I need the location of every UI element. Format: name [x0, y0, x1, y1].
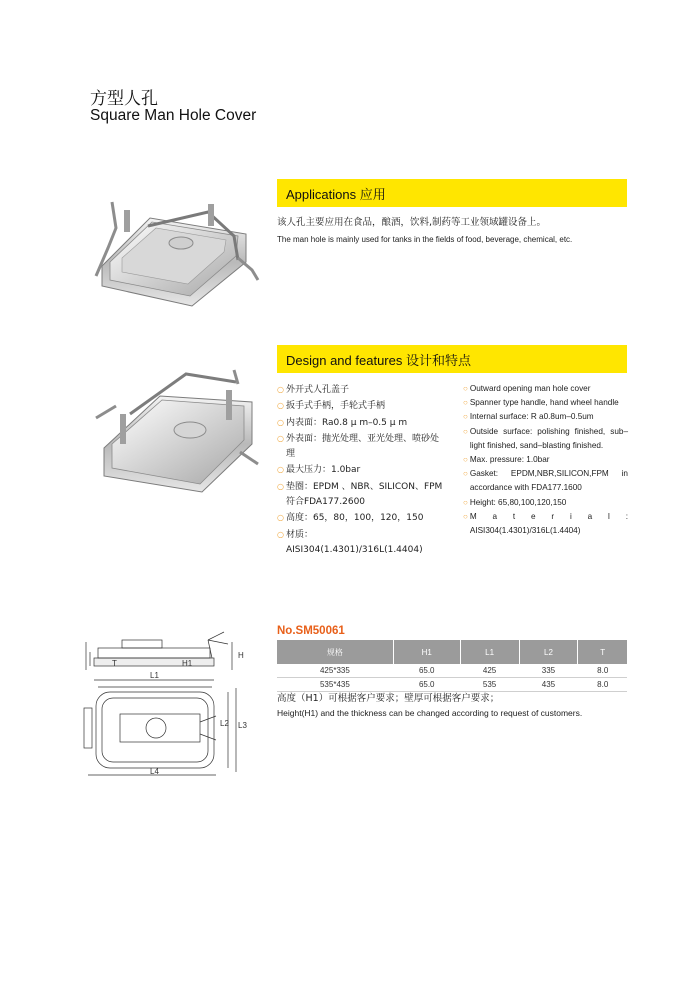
table-cell: 435	[519, 678, 578, 692]
bullet-icon: ○	[463, 426, 468, 436]
page-title-en: Square Man Hole Cover	[90, 107, 257, 124]
table-cell: 8.0	[578, 678, 627, 692]
drawing-label-l4: L4	[150, 767, 159, 776]
feature-en-item: ○ Spanner type handle, hand wheel handle	[463, 396, 628, 410]
page-title-cn: 方型人孔	[90, 89, 158, 109]
table-cell: 65.0	[393, 678, 460, 692]
bullet-icon: ○	[463, 455, 468, 465]
table-cell: 535*435	[277, 678, 393, 692]
feature-cn-item: ○ 外表面：抛光处理、亚光处理、喷砂处理	[277, 431, 445, 463]
bullet-icon: ○	[277, 529, 284, 539]
bullet-icon: ○	[277, 417, 284, 427]
table-cell: 535	[460, 678, 519, 692]
product-photo-open	[90, 360, 265, 500]
feature-cn-item: ○ 垫圈：EPDM 、NBR、SILICON、FPM 符合FDA177.2600	[277, 479, 445, 511]
table-cell: 65.0	[393, 664, 460, 678]
drawing-label-t: T	[112, 659, 117, 668]
spec-table	[277, 640, 627, 692]
drawing-label-h1: H1	[182, 659, 193, 668]
product-photo-closed	[88, 188, 263, 313]
feature-cn-item: ○ 高度：65，80，100，120，150	[277, 510, 445, 526]
table-header-row	[277, 640, 627, 664]
bullet-icon: ○	[277, 465, 284, 475]
table-cell: 425*335	[277, 664, 393, 678]
table-header: T	[578, 640, 627, 664]
technical-drawing	[82, 622, 252, 782]
feature-en-item: ○ Outside surface: polishing finished, sub–light finished, sand–blasting finished.	[463, 426, 628, 450]
table-row	[277, 664, 627, 678]
feature-en-item: ○ Gasket: EPDM,NBR,SILICON,FPM in accordance with FDA177.1600	[463, 469, 628, 493]
feature-cn-item: ○ 材质：AISI304(1.4301)/316L(1.4404)	[277, 527, 445, 559]
table-header: 规格	[277, 640, 393, 664]
table-cell: 425	[460, 664, 519, 678]
feature-cn-item: ○ 最大压力：1.0bar	[277, 462, 445, 478]
feature-en-item: ○ Internal surface: R a0.8um–0.5um	[463, 410, 628, 424]
notes-cn: 高度（H1）可根据客户要求；壁厚可根据客户要求；	[277, 693, 500, 704]
model-number: No.SM50061	[277, 625, 345, 637]
bullet-icon: ○	[463, 511, 468, 521]
feature-en-item: ○ Height: 65,80,100,120,150	[463, 496, 628, 510]
applications-text-cn: 该人孔主要应用在食品，酿酒，饮料,制药等工业领域罐设备上。	[277, 217, 547, 228]
features-cn-list	[277, 382, 445, 558]
drawing-label-l3: L3	[238, 721, 247, 730]
notes-en: Height(H1) and the thickness can be changed according to request of customers.	[277, 708, 583, 718]
feature-en-item: ○ M a t e r i a l : AISI304(1.4301)/316L(1.4404)	[463, 511, 628, 536]
design-heading: Design and features 设计和特点	[277, 345, 627, 373]
feature-cn-item: ○ 扳手式手柄，手轮式手柄	[277, 398, 445, 414]
bullet-icon: ○	[277, 401, 284, 411]
table-header: H1	[393, 640, 460, 664]
feature-cn-item: ○ 外开式人孔盖子	[277, 382, 445, 398]
bullet-icon: ○	[277, 385, 284, 394]
bullet-icon: ○	[277, 433, 284, 443]
bullet-icon: ○	[463, 469, 468, 479]
bullet-icon: ○	[463, 384, 468, 393]
bullet-icon: ○	[277, 481, 284, 491]
drawing-label-h: H	[238, 651, 244, 660]
table-header: L2	[519, 640, 578, 664]
bullet-icon: ○	[463, 412, 468, 422]
table-cell: 8.0	[578, 664, 627, 678]
feature-cn-item: ○ 内表面：Ra0.8 μ m–0.5 μ m	[277, 415, 445, 431]
feature-en-item: ○ Outward opening man hole cover	[463, 382, 628, 396]
applications-heading: Applications 应用	[277, 179, 627, 207]
drawing-label-l2: L2	[220, 719, 229, 728]
features-en-list	[463, 382, 628, 538]
applications-text-en: The man hole is mainly used for tanks in the fields of food, beverage, chemical, etc.	[277, 235, 573, 244]
bullet-icon: ○	[463, 497, 468, 507]
table-cell: 335	[519, 664, 578, 678]
drawing-label-l1: L1	[150, 671, 159, 680]
feature-en-item: ○ Max. pressure: 1.0bar	[463, 453, 628, 467]
table-header: L1	[460, 640, 519, 664]
bullet-icon: ○	[463, 398, 468, 408]
bullet-icon: ○	[277, 513, 284, 523]
